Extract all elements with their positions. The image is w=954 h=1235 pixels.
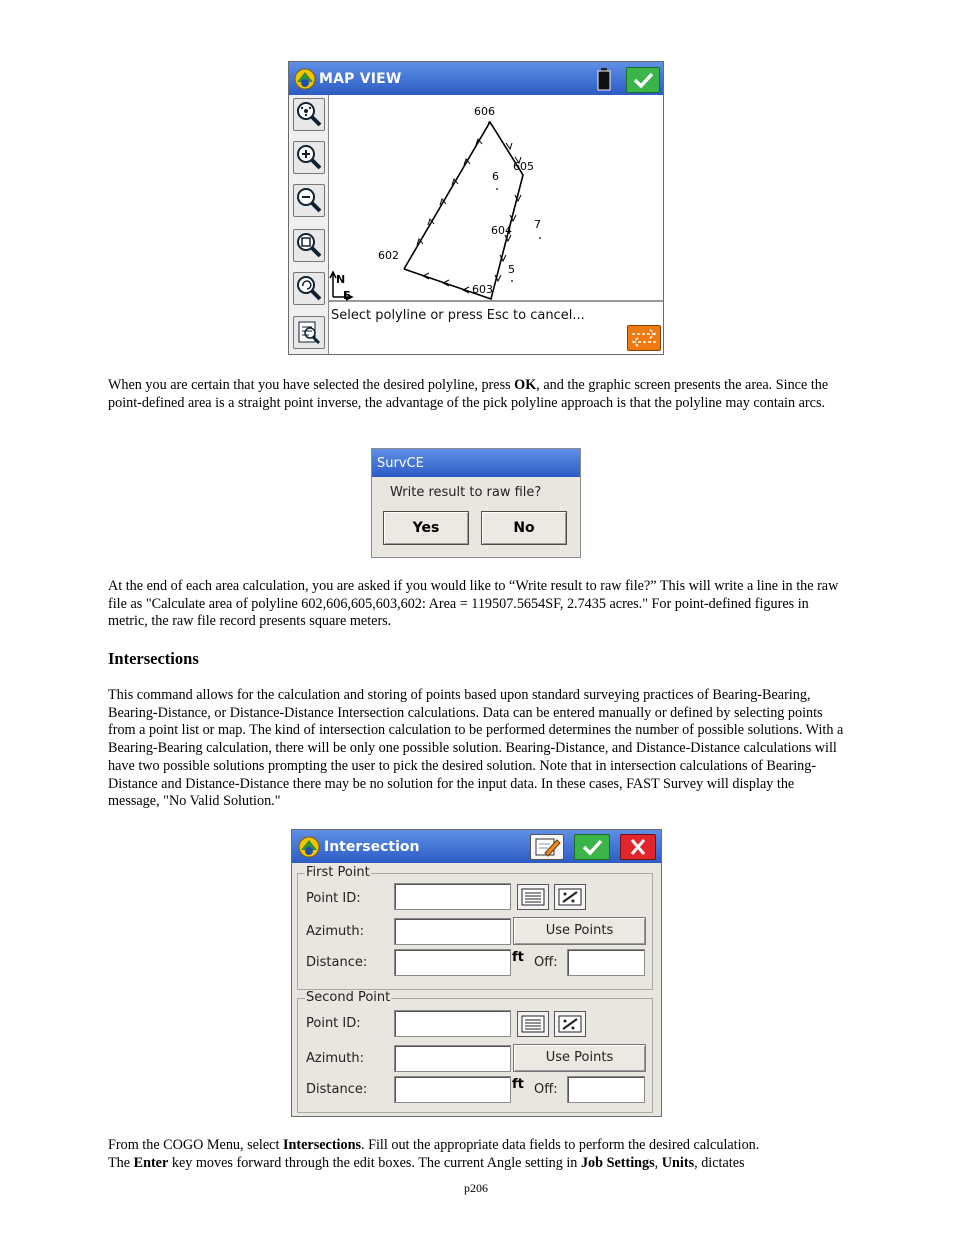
checkmark-icon — [627, 68, 659, 92]
point-label-5: 5 — [508, 263, 515, 276]
north-label: N — [336, 273, 346, 286]
para4-text-4: key moves forward through the edit boxes. The current Angle setting in — [168, 1154, 581, 1171]
map-view-window — [288, 61, 664, 355]
para4-enter-term: Enter — [133, 1154, 169, 1171]
first-offset-label: Off: — [534, 955, 558, 970]
first-point-group-label: First Point — [306, 865, 370, 880]
map-status-text: Select polyline or press Esc to cancel... — [331, 308, 585, 323]
map-view-titlebar — [289, 62, 663, 95]
map-select-icon — [555, 885, 585, 909]
para4-text-5: , — [654, 1154, 662, 1171]
close-button[interactable] — [620, 834, 656, 860]
point-label-605: 605 — [513, 160, 534, 173]
battery-icon — [597, 68, 611, 95]
section-heading-intersections: Intersections — [108, 649, 199, 668]
first-use-points-button[interactable]: Use Points — [513, 917, 646, 945]
point-label-602: 602 — [378, 249, 399, 262]
zoom-out-button[interactable] — [293, 184, 325, 217]
para4-units-term: Units — [661, 1154, 695, 1171]
edit-notes-icon — [531, 835, 563, 859]
first-distance-unit: ft — [512, 950, 524, 965]
zoom-extents-icon — [294, 99, 324, 130]
second-offset-input[interactable] — [567, 1076, 645, 1103]
yes-button[interactable]: Yes — [383, 511, 469, 545]
map-options-button[interactable] — [293, 316, 325, 349]
second-azimuth-input[interactable] — [394, 1045, 511, 1072]
intersection-title: Intersection — [324, 839, 420, 855]
second-point-map-button[interactable] — [554, 1011, 586, 1037]
checkmark-icon — [575, 835, 609, 859]
app-logo-icon — [292, 66, 318, 96]
para1-text-before: When you are certain that you have selected the desired polyline, press — [108, 377, 515, 393]
first-point-map-button[interactable] — [554, 884, 586, 910]
point-label-6: 6 — [492, 170, 499, 183]
no-button[interactable]: No — [481, 511, 567, 545]
second-distance-input[interactable] — [394, 1076, 511, 1103]
first-offset-input[interactable] — [567, 949, 645, 976]
paragraph-raw-file: At the end of each area calculation, you are asked if you would like to “Write result to raw file?” This will write a line in the raw file as "Calculate area of polyline 602,606,605,603,602: Area = 119507.5654SF, 2.7435 acres." For point-defined figures in metric, the raw file record presents square meters. — [108, 578, 839, 630]
para4-intersections-term: Intersections — [282, 1137, 361, 1153]
para4-job-settings-term: Job Settings — [580, 1154, 655, 1171]
first-point-list-button[interactable] — [517, 884, 549, 910]
para1-text-after: , and the graphic screen presents the area. Since the point-defined area is a straight point inverse, the advantage of the pick polyline approach is that the polyline may contain arcs. — [108, 377, 829, 411]
zoom-window-button[interactable] — [293, 229, 325, 262]
second-point-id-input[interactable] — [394, 1010, 511, 1037]
first-distance-input[interactable] — [394, 949, 511, 976]
list-icon — [518, 885, 548, 909]
para4-text-1: From the COGO Menu, select — [108, 1137, 283, 1153]
zoom-out-icon — [294, 185, 324, 216]
second-use-points-button[interactable]: Use Points — [513, 1044, 646, 1072]
zoom-previous-button[interactable] — [293, 272, 325, 305]
dialog-message: Write result to raw file? — [390, 485, 542, 500]
first-distance-label: Distance: — [306, 955, 368, 970]
dialog-title: SurvCE — [377, 456, 424, 471]
second-distance-unit: ft — [512, 1077, 524, 1092]
point-label-606: 606 — [474, 105, 495, 118]
first-point-id-label: Point ID: — [306, 891, 361, 906]
paragraph-cogo-instructions — [108, 1137, 848, 1172]
first-point-id-input[interactable] — [394, 883, 511, 910]
second-distance-label: Distance: — [306, 1082, 368, 1097]
second-point-id-label: Point ID: — [306, 1016, 361, 1031]
para4-text-3: The — [108, 1154, 134, 1171]
app-logo-icon — [296, 834, 322, 864]
swap-arrows-icon — [628, 326, 660, 350]
zoom-previous-icon — [294, 273, 324, 304]
list-icon — [518, 1012, 548, 1036]
selected-polyline[interactable] — [404, 122, 523, 299]
intersection-titlebar — [292, 830, 661, 863]
second-point-group-label: Second Point — [306, 990, 391, 1005]
point-label-603: 603 — [472, 283, 493, 296]
zoom-window-icon — [294, 230, 324, 261]
zoom-in-icon — [294, 142, 324, 173]
first-azimuth-input[interactable] — [394, 918, 511, 945]
zoom-in-button[interactable] — [293, 141, 325, 174]
point-label-7: 7 — [534, 218, 541, 231]
east-label: E — [343, 289, 351, 302]
paragraph-polyline — [108, 377, 848, 412]
notes-button[interactable] — [530, 834, 564, 860]
second-point-list-button[interactable] — [517, 1011, 549, 1037]
ok-button[interactable] — [626, 67, 660, 93]
map-options-icon — [294, 317, 324, 348]
map-view-title: MAP VIEW — [319, 71, 402, 87]
pick-mode-button[interactable] — [627, 325, 661, 351]
paragraph-intersections-intro: This command allows for the calculation and storing of points based upon standard surveying practices of Bearing-Bearing, Bearing-Distance, or Distance-Distance Intersection calculations. Data can be entered manually or defined by selecting points from a point list or map. The kind of intersection calculation to be performed determines the number of possible solutions. With a Bearing-Bearing calculation, there will be only one possible solution. Bearing-Distance, and Distance-Distance calculations will have two possible solutions prompting the user to pick the desired solution. Note that in intersection calculations of Bearing-Distance and Distance-Distance there may be no solution for the input data. In these cases, FAST Survey will display the message, "No Valid Solution." — [108, 687, 844, 810]
para4-text-2: . Fill out the appropriate data fields to perform the desired calculation. — [361, 1137, 760, 1153]
para4-text-6: , dictates — [694, 1154, 745, 1171]
intersection-window — [291, 829, 662, 1117]
first-azimuth-label: Azimuth: — [306, 924, 364, 939]
map-select-icon — [555, 1012, 585, 1036]
map-toolbar — [289, 95, 329, 354]
page-number: p206 — [464, 1181, 488, 1195]
close-icon — [621, 835, 655, 859]
para1-ok-term: OK — [514, 377, 537, 393]
zoom-extents-button[interactable] — [293, 98, 325, 131]
dialog-titlebar — [372, 449, 580, 477]
point-label-604: 604 — [491, 224, 512, 237]
second-azimuth-label: Azimuth: — [306, 1051, 364, 1066]
second-offset-label: Off: — [534, 1082, 558, 1097]
survce-dialog — [371, 448, 581, 558]
ok-button[interactable] — [574, 834, 610, 860]
